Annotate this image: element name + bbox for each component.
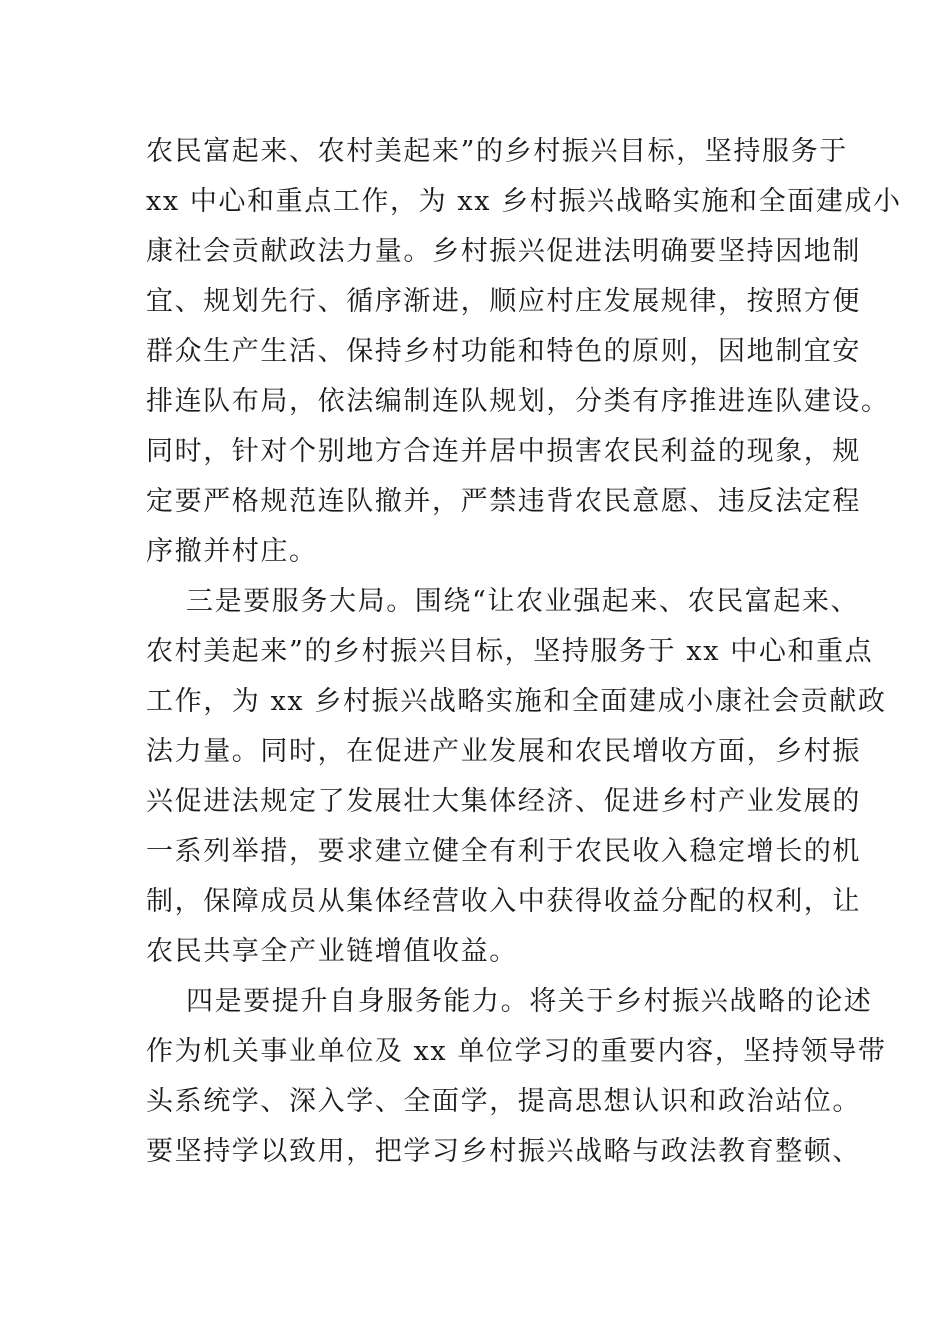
text-line: 工作，为 xx 乡村振兴战略实施和全面建成小康社会贡献政 — [146, 686, 887, 717]
text-line: 作为机关事业单位及 xx 单位学习的重要内容，坚持领导带 — [146, 1036, 887, 1067]
text-line: xx 中心和重点工作，为 xx 乡村振兴战略实施和全面建成小 — [146, 186, 902, 217]
text-line: 头系统学、深入学、全面学，提高思想认识和政治站位。 — [146, 1086, 861, 1117]
text-line: 定要严格规范连队撤并，严禁违背农民意愿、违反法定程 — [146, 486, 861, 517]
text-line: 制，保障成员从集体经营收入中获得收益分配的权利，让 — [146, 886, 861, 917]
text-line: 排连队布局，依法编制连队规划，分类有序推进连队建设。 — [146, 386, 890, 417]
text-line: 农村美起来”的乡村振兴目标，坚持服务于 xx 中心和重点 — [146, 636, 874, 667]
text-line: 兴促进法规定了发展壮大集体经济、促进乡村产业发展的 — [146, 786, 861, 817]
text-line: 一系列举措，要求建立健全有利于农民收入稳定增长的机 — [146, 836, 861, 867]
text-line: 法力量。同时，在促进产业发展和农民增收方面，乡村振 — [146, 736, 861, 767]
text-line: 序撤并村庄。 — [146, 536, 318, 567]
text-line: 要坚持学以致用，把学习乡村振兴战略与政法教育整顿、 — [146, 1136, 861, 1167]
text-line: 同时，针对个别地方合连并居中损害农民利益的现象，规 — [146, 436, 861, 467]
text-line: 农民富起来、农村美起来”的乡村振兴目标，坚持服务于 — [146, 136, 848, 167]
text-line: 群众生产生活、保持乡村功能和特色的原则，因地制宜安 — [146, 336, 861, 367]
paragraph-first-line: 三是要服务大局。围绕“让农业强起来、农民富起来、 — [186, 586, 860, 617]
text-line: 农民共享全产业链增值收益。 — [146, 936, 518, 967]
text-line: 康社会贡献政法力量。乡村振兴促进法明确要坚持因地制 — [146, 236, 861, 267]
text-line: 宜、规划先行、循序渐进，顺应村庄发展规律，按照方便 — [146, 286, 861, 317]
paragraph-first-line: 四是要提升自身服务能力。将关于乡村振兴战略的论述 — [186, 986, 873, 1017]
